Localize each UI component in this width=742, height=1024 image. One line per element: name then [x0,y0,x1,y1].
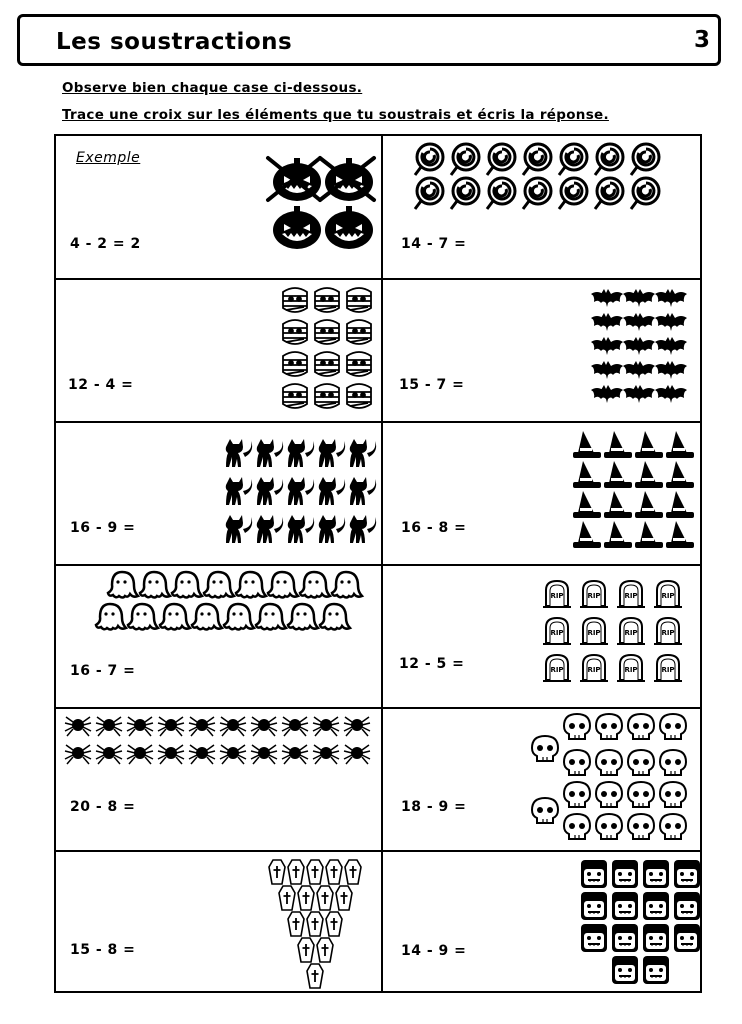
spider-icon [220,745,246,764]
frankenstein-icon [581,860,607,888]
lollipop-icon [415,144,443,175]
skull-icon [596,750,622,775]
witch-hat-icon [604,521,632,548]
ghost-icon [332,572,362,598]
pumpkin-group [56,136,381,278]
exercise-cell [383,423,702,564]
equation: 12 - 4 = [68,377,134,393]
mummy-icon [283,320,307,344]
witch-hat-icon [573,521,601,548]
skull-icon [660,750,686,775]
tombstone-icon [654,618,682,644]
coffin-icon [288,860,304,884]
mummy-icon [347,288,371,312]
frankenstein-icon [643,956,669,984]
ghost-icon [204,572,234,598]
spider-icon [251,745,277,764]
exercise-cell [383,566,702,707]
spider-icon [158,745,184,764]
exercise-cell [56,709,381,850]
lollipop-icon [487,178,515,209]
lollipop-icon [559,144,587,175]
equation: 16 - 7 = [70,663,136,679]
mummy-icon [347,320,371,344]
coffin-icon [326,860,342,884]
bat-icon [591,385,623,403]
instruction-line-1: Observe bien chaque case ci-dessous. [62,80,363,96]
tombstone-icon [617,655,645,681]
spider-icon [313,717,339,736]
ghost-icon [224,604,254,630]
witch-hat-icon [666,461,694,488]
bat-icon [655,361,687,379]
coffin-icon [326,912,342,936]
lollipop-icon [415,178,443,209]
spider-icon [127,745,153,764]
lollipop-icon [523,144,551,175]
equation: 16 - 9 = [70,520,136,536]
mummy-icon [347,352,371,376]
page-title: Les soustractions [56,29,293,55]
pumpkin-icon [325,206,373,249]
equation: 20 - 8 = [70,799,136,815]
equation: 15 - 8 = [70,942,136,958]
witch-hat-icon [635,461,663,488]
bat-icon [655,385,687,403]
black-cat-icon [288,477,314,505]
cat-group [56,423,381,564]
ghost-icon [192,604,222,630]
black-cat-icon [319,439,345,467]
black-cat-icon [319,477,345,505]
coffin-icon [288,912,304,936]
bat-group [383,280,702,421]
mummy-icon [347,384,371,408]
coffin-icon [336,886,352,910]
lollipop-icon [559,178,587,209]
bat-icon [623,337,655,355]
spider-icon [65,717,91,736]
frankenstein-icon [643,892,669,920]
black-cat-icon [226,439,252,467]
spider-icon [96,745,122,764]
coffin-group [56,852,381,991]
frankenstein-icon [674,924,700,952]
spider-icon [189,745,215,764]
spider-icon [189,717,215,736]
ghost-icon [268,572,298,598]
skull-icon [596,714,622,739]
black-cat-icon [226,477,252,505]
frankenstein-icon [581,892,607,920]
mummy-icon [315,320,339,344]
skull-icon [628,814,654,839]
bat-icon [623,385,655,403]
frankenstein-icon [612,956,638,984]
black-cat-icon [288,515,314,543]
spider-icon [251,717,277,736]
frankenstein-icon [643,860,669,888]
skull-icon [564,714,590,739]
frankenstein-group [383,852,702,991]
skull-icon [564,782,590,807]
tombstone-icon [654,581,682,607]
lollipop-icon [451,144,479,175]
mummy-icon [315,384,339,408]
coffin-icon [279,886,295,910]
ghost-icon [172,572,202,598]
tombstone-icon [580,618,608,644]
equation: 15 - 7 = [399,377,465,393]
exercise-cell [383,280,702,421]
ghost-icon [256,604,286,630]
exercise-cell [56,423,381,564]
ghost-icon [128,604,158,630]
ghost-icon [288,604,318,630]
tombstone-icon [617,581,645,607]
mummy-icon [283,384,307,408]
spider-icon [344,745,370,764]
witch-hat-icon [604,491,632,518]
bat-icon [623,313,655,331]
tombstone-icon [543,581,571,607]
mummy-icon [315,288,339,312]
lollipop-icon [631,178,659,209]
equation: 18 - 9 = [401,799,467,815]
skull-icon [628,714,654,739]
bat-icon [623,289,655,307]
witch-hat-icon [635,491,663,518]
skull-group [383,709,702,850]
lollipop-group [383,136,702,278]
black-cat-icon [350,515,376,543]
frankenstein-icon [612,892,638,920]
coffin-icon [298,938,314,962]
exercise-cell [56,566,381,707]
skull-icon [532,736,558,761]
spider-icon [127,717,153,736]
coffin-icon [307,912,323,936]
lollipop-icon [451,178,479,209]
exercise-cell [383,852,702,991]
bat-icon [591,361,623,379]
lollipop-icon [595,144,623,175]
black-cat-icon [257,515,283,543]
exercise-cell-example [56,136,381,278]
black-cat-icon [350,439,376,467]
lollipop-icon [631,144,659,175]
instruction-line-2: Trace une croix sur les éléments que tu soustrais et écris la réponse. [62,107,609,123]
witch-hat-group [383,423,702,564]
bat-icon [655,313,687,331]
equation: 16 - 8 = [401,520,467,536]
pumpkin-icon [273,206,321,249]
bat-icon [655,337,687,355]
mummy-group [56,280,381,421]
bat-icon [655,289,687,307]
spider-icon [220,717,246,736]
exercise-cell [56,280,381,421]
exercise-cell [383,136,702,278]
witch-hat-icon [573,431,601,458]
frankenstein-icon [612,860,638,888]
ghost-icon [96,604,126,630]
frankenstein-icon [674,860,700,888]
example-label: Exemple [76,150,141,166]
witch-hat-icon [666,431,694,458]
mummy-icon [283,288,307,312]
spider-icon [158,717,184,736]
tombstone-icon [543,655,571,681]
mummy-icon [283,352,307,376]
spider-icon [282,717,308,736]
frankenstein-icon [612,924,638,952]
black-cat-icon [226,515,252,543]
witch-hat-icon [573,461,601,488]
bat-icon [591,313,623,331]
black-cat-icon [257,477,283,505]
spider-icon [96,717,122,736]
frankenstein-icon [581,924,607,952]
tombstone-icon [580,581,608,607]
lollipop-icon [523,178,551,209]
black-cat-icon [288,439,314,467]
witch-hat-icon [604,431,632,458]
spider-group [56,709,381,850]
title-box [17,14,721,66]
witch-hat-icon [635,431,663,458]
spider-icon [313,745,339,764]
bat-icon [591,289,623,307]
ghost-icon [108,572,138,598]
bat-icon [623,361,655,379]
page-number: 3 [693,27,710,53]
lollipop-icon [487,144,515,175]
witch-hat-icon [666,521,694,548]
witch-hat-icon [604,461,632,488]
ghost-icon [300,572,330,598]
equation: 4 - 2 = 2 [70,236,141,252]
spider-icon [282,745,308,764]
skull-icon [532,798,558,823]
skull-icon [660,814,686,839]
ghost-icon [320,604,350,630]
witch-hat-icon [635,521,663,548]
coffin-icon [345,860,361,884]
equation: 12 - 5 = [399,656,465,672]
witch-hat-icon [573,491,601,518]
black-cat-icon [257,439,283,467]
coffin-icon [307,964,323,988]
exercise-grid [54,134,702,993]
coffin-icon [317,938,333,962]
bat-icon [591,337,623,355]
spider-icon [344,717,370,736]
frankenstein-icon [674,892,700,920]
coffin-icon [269,860,285,884]
equation: 14 - 7 = [401,236,467,252]
skull-icon [564,814,590,839]
ghost-icon [236,572,266,598]
lollipop-icon [595,178,623,209]
tombstone-icon [617,618,645,644]
ghost-group [56,566,381,707]
skull-icon [596,782,622,807]
tombstone-icon [654,655,682,681]
spider-icon [65,745,91,764]
mummy-icon [315,352,339,376]
black-cat-icon [319,515,345,543]
skull-icon [596,814,622,839]
skull-icon [660,714,686,739]
exercise-cell [56,852,381,991]
tombstone-icon [580,655,608,681]
exercise-cell [383,709,702,850]
skull-icon [660,782,686,807]
ghost-icon [160,604,190,630]
tombstone-group [383,566,702,707]
skull-icon [628,750,654,775]
witch-hat-icon [666,491,694,518]
tombstone-icon [543,618,571,644]
frankenstein-icon [643,924,669,952]
black-cat-icon [350,477,376,505]
ghost-icon [140,572,170,598]
skull-icon [628,782,654,807]
skull-icon [564,750,590,775]
coffin-icon [317,886,333,910]
coffin-icon [307,860,323,884]
equation: 14 - 9 = [401,943,467,959]
coffin-icon [298,886,314,910]
